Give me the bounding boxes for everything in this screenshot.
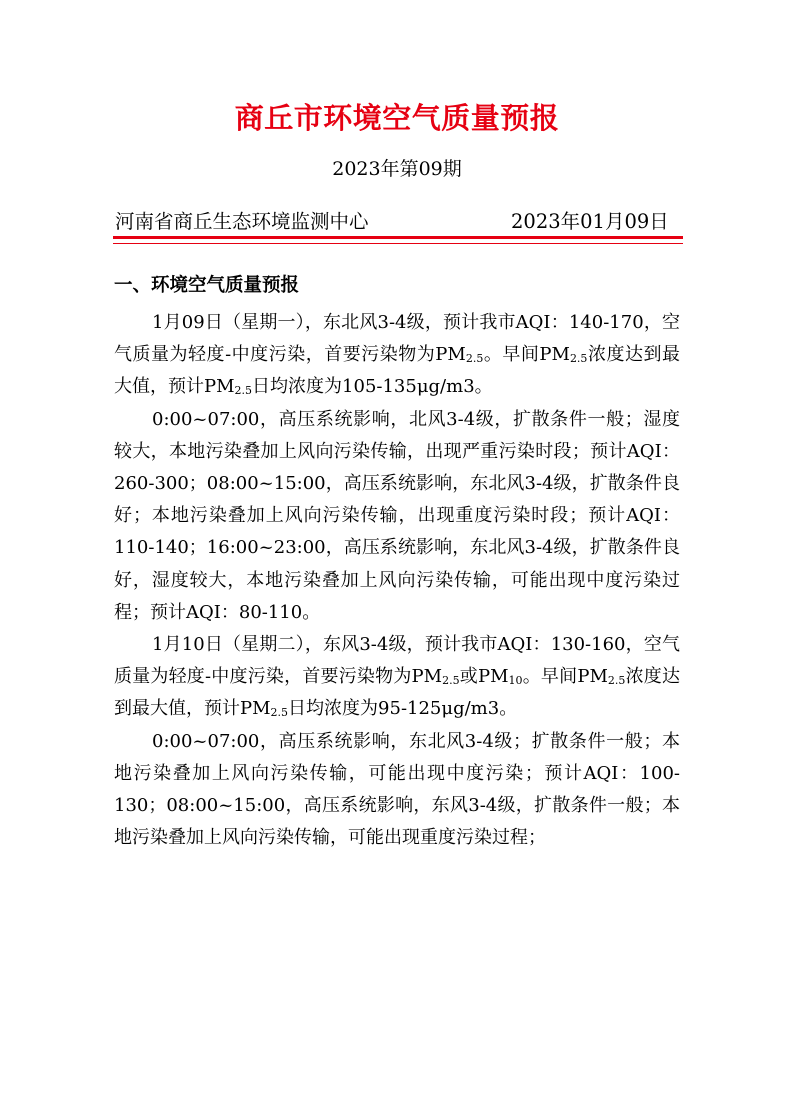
paragraph-jan09-summary: 1月09日（星期一），东北风3-4级，预计我市AQI：140-170，空气质量为轻度-中度污染，首要污染物为$PM_{2.5}$。早间$PM_{2.5}$浓度达到最大值，预计$PM_{2.5}$日均浓度为105-135μg/m3。 [114,312,680,398]
paragraph-jan09-detail: 0:00~07:00，高压系统影响，北风3-4级，扩散条件一般；湿度较大，本地污染叠加上风向污染传输，出现严重污染时段；预计AQI：260-300；08:00~15:00，高压系统影响，东北风3-4级，扩散条件良好；本地污染叠加上风向污染传输，出现重度污染时段；预计AQI：110-140；16:00~23:00，高压系统影响，东北风3-4级，扩散条件良好，湿度较大，本地污染叠加上风向污染传输，可能出现中度污染过程；预计AQI：80-110。 [114,408,680,623]
paragraph-jan10-detail: 0:00~07:00，高压系统影响，东北风3-4级；扩散条件一般；本地污染叠加上风向污染传输，可能出现中度污染；预计AQI：100-130；08:00~15:00，高压系统影响，东风3-4级，扩散条件一般；本地污染叠加上风向污染传输，可能出现重度污染过程； [114,730,680,849]
forecast-body [114,307,680,854]
header-rule-thick [113,236,683,239]
issuing-organization: 河南省商丘生态环境监测中心 [115,210,369,233]
section-heading: 一、环境空气质量预报 [114,275,300,296]
issue-date: 2023年01月09日 [511,210,669,233]
report-title: 商丘市环境空气质量预报 [234,101,560,135]
issue-number: 2023年第09期 [332,158,462,180]
header-rule-thin [113,243,683,244]
paragraph-jan10-summary: 1月10日（星期二），东风3-4级，预计我市AQI：130-160，空气质量为轻度-中度污染，首要污染物为$PM_{2.5}$或$PM_{10}$。早间$PM_{2.5}$浓度达到最大值，预计$PM_{2.5}$日均浓度为95-125μg/m3。 [114,634,680,720]
